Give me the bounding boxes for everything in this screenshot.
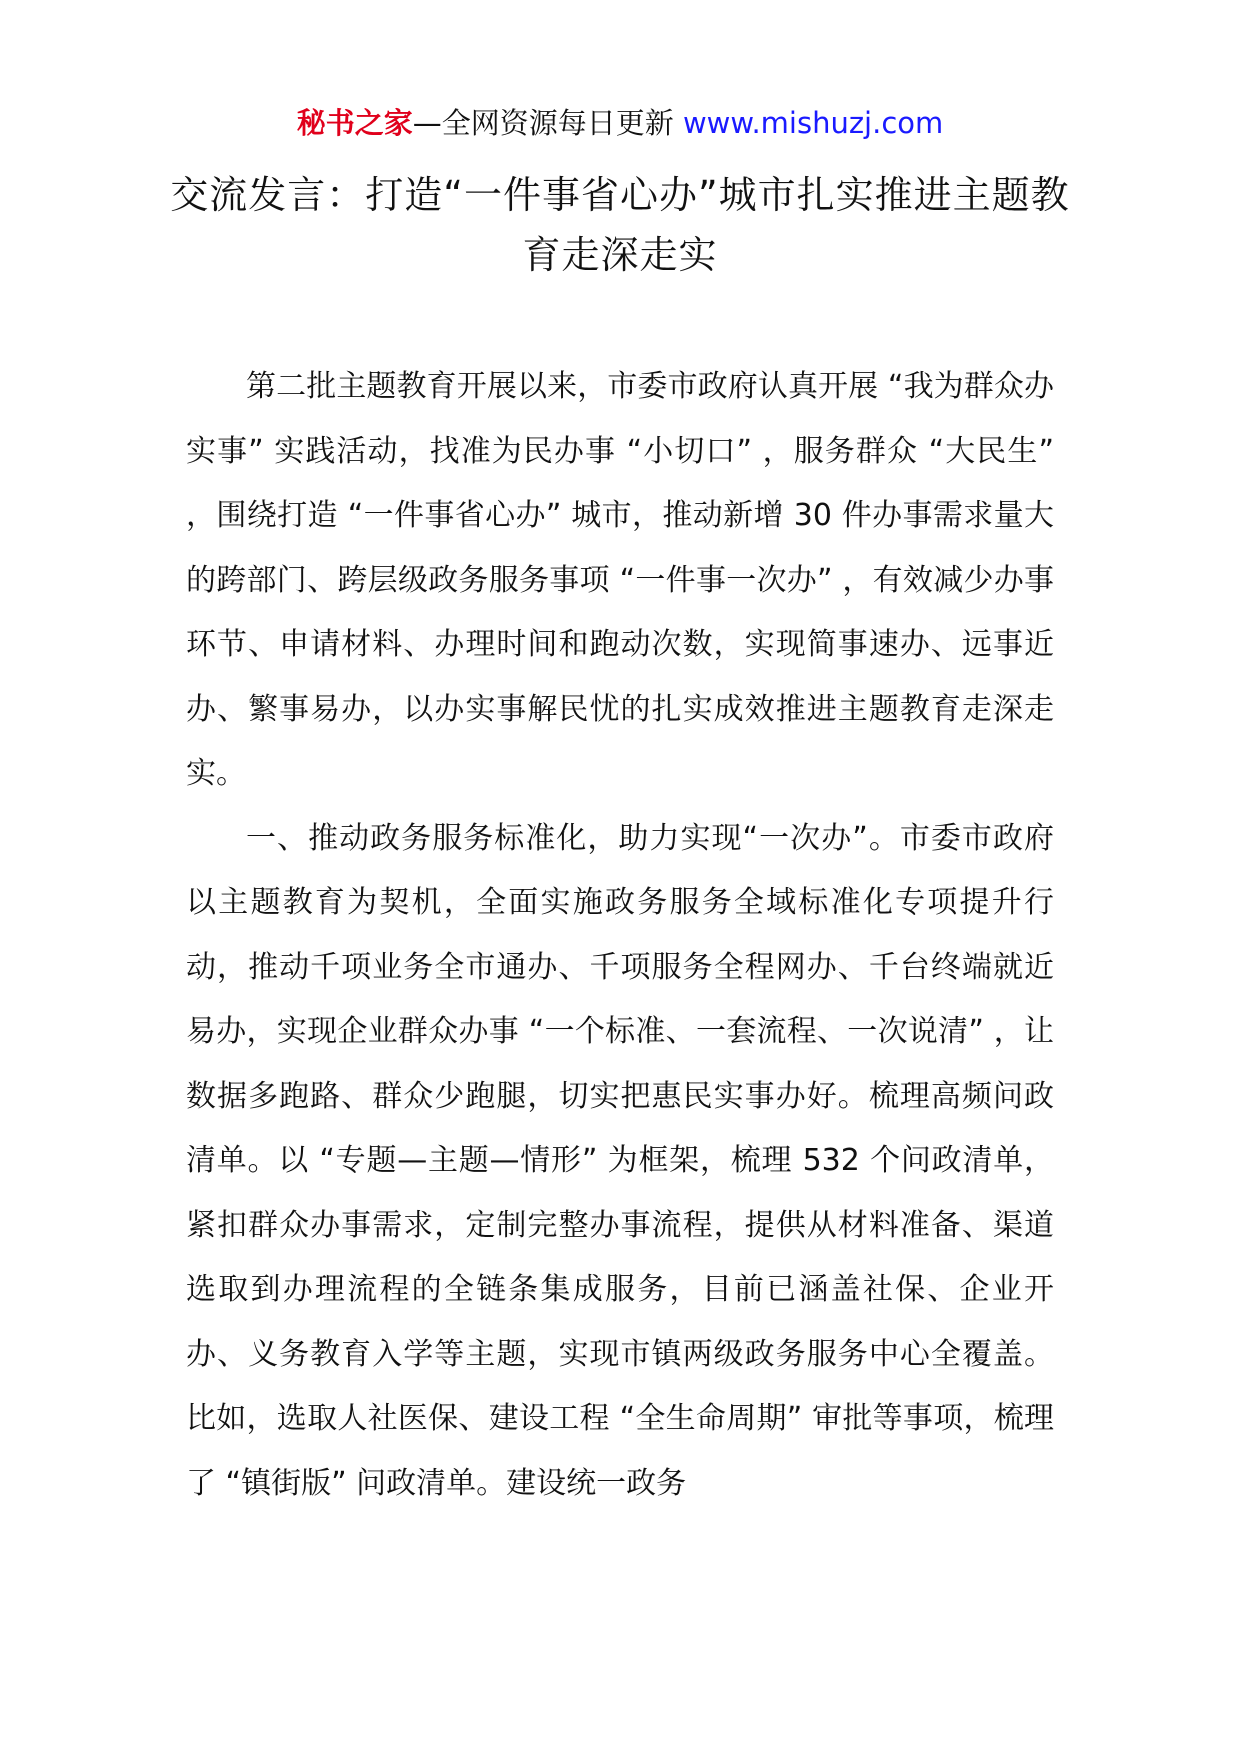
body-paragraph-section-1: 一、推动政务服务标准化，助力实现“一次办”。市委市政府以主题教育为契机，全面实施政务服务全域标准化专项提升行动，推动千项业务全市通办、千项服务全程网办、千台终端就近易办，实现企业群众办事 “一个标准、一套流程、一次说清” ，让数据多跑路、群众少跑腿，切实把惠民实事办好。梳理高频问政清单。以 “专题—主题—情形” 为框架，梳理 532 个问政清单，紧扣群众办事需求，定制完整办事流程，提供从材料准备、渠道选取到办理流程的全链条集成服务，目前已涵盖社保、企业开办、义务教育入学等主题，实现市镇两级政务服务中心全覆盖。比如，选取人社医保、建设工程 “全生命周期” 审批等事项，梳理了 “镇街版” 问政清单。建设统一政务 bbox=[186, 820, 1054, 1501]
banner-tagline: —全网资源每日更新 bbox=[412, 106, 674, 140]
brand-name: 秘书之家 bbox=[296, 106, 413, 140]
document-body bbox=[186, 355, 1054, 1516]
site-url-link[interactable]: www.mishuzj.com bbox=[682, 106, 944, 140]
body-paragraph-intro: 第二批主题教育开展以来，市委市政府认真开展 “我为群众办实事” 实践活动，找准为民办事 “小切口” ，服务群众 “大民生” ，围绕打造 “一件事省心办” 城市，推动新增 30 件办事需求量大的跨部门、跨层级政务服务事项 “一件事一次办” ，有效减少办事环节、申请材料、办理时间和跑动次数，实现简事速办、远事近办、繁事易办，以办实事解民忧的扎实成效推进主题教育走深走实。 bbox=[186, 369, 1054, 791]
site-banner bbox=[0, 103, 1240, 143]
document-title: 交流发言：打造“一件事省心办”城市扎实推进主题教育走深走实 bbox=[170, 173, 1070, 277]
